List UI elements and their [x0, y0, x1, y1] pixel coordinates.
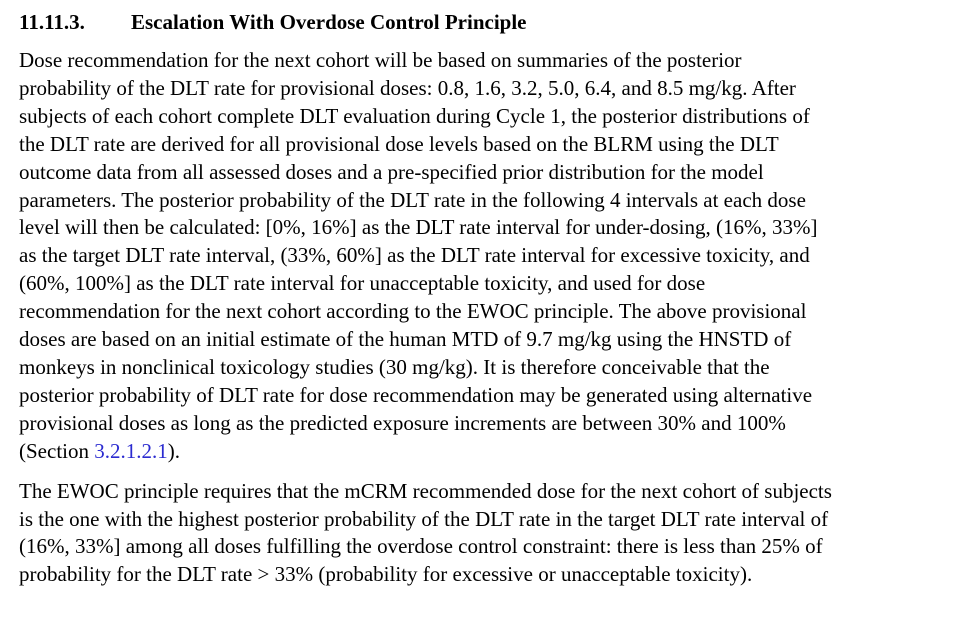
text-line: Dose recommendation for the next cohort will be based on summaries of the posterior [19, 48, 742, 72]
reference-suffix: ). [167, 438, 180, 463]
section-number: 11.11.3. [19, 10, 85, 34]
text-line: is the one with the highest posterior probability of the DLT rate in the target DLT rate interval of [19, 506, 829, 531]
text-line: monkeys in nonclinical toxicology studies (30 mg/kg). It is therefore conceivable that the [19, 354, 770, 379]
text-line: posterior probability of DLT rate for dose recommendation may be generated using alternative [19, 382, 813, 407]
text-line-with-reference [19, 438, 955, 466]
text-line: probability for the DLT rate > 33% (probability for excessive or unacceptable toxicity). [19, 562, 753, 587]
text-line: doses are based on an initial estimate of the human MTD of 9.7 mg/kg using the HNSTD of [19, 327, 792, 352]
text-line: probability of the DLT rate for provisional doses: 0.8, 1.6, 3.2, 5.0, 6.4, and 8.5 mg/kg. After [19, 75, 796, 100]
reference-prefix: (Section [19, 438, 95, 463]
text-line: (16%, 33%] among all doses fulfilling the overdose control constraint: there is less than 25% of [19, 534, 823, 559]
text-line: as the target DLT rate interval, (33%, 60%] as the DLT rate interval for excessive toxicity, and [19, 243, 810, 268]
text-line: parameters. The posterior probability of the DLT rate in the following 4 intervals at each dose [19, 187, 806, 212]
section-title: Escalation With Overdose Control Principle [131, 10, 527, 34]
section-reference-link[interactable]: 3.2.1.2.1 [94, 438, 168, 463]
section-heading [19, 8, 955, 36]
text-line: recommendation for the next cohort according to the EWOC principle. The above provisional [19, 299, 807, 324]
text-line: The EWOC principle requires that the mCRM recommended dose for the next cohort of subjects [19, 478, 832, 503]
text-line: outcome data from all assessed doses and a pre-specified prior distribution for the model [19, 159, 764, 184]
text-line: provisional doses as long as the predicted exposure increments are between 30% and 100% [19, 410, 786, 435]
text-line: subjects of each cohort complete DLT evaluation during Cycle 1, the posterior distributions of [19, 103, 810, 128]
text-line: level will then be calculated: [0%, 16%] as the DLT rate interval for under-dosing, (16%, 33%] [19, 215, 818, 240]
text-line: (60%, 100%] as the DLT rate interval for unacceptable toxicity, and used for dose [19, 271, 706, 296]
paragraph-dose-recommendation [19, 47, 955, 466]
text-line: the DLT rate are derived for all provisional dose levels based on the BLRM using the DLT [19, 131, 779, 156]
paragraph-ewoc-principle [19, 478, 955, 590]
